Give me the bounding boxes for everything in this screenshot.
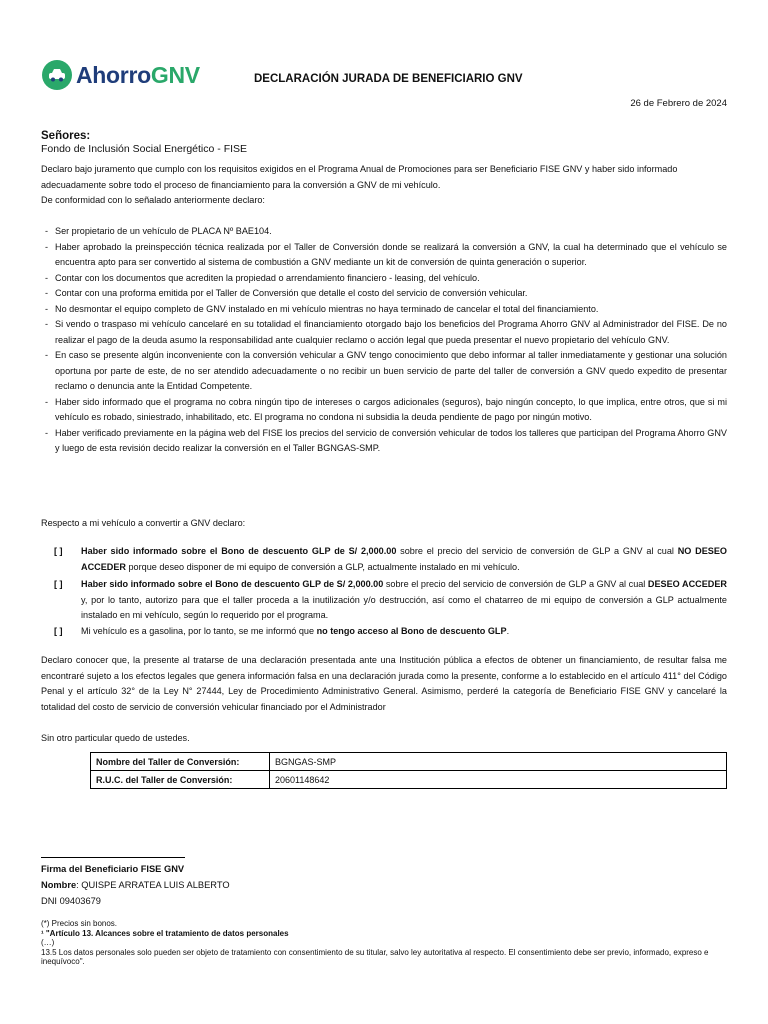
legal-declaration: Declaro conocer que, la presente al tratarse de una declaración presentada ante una Institución pública a efectos de obtener un financiamiento, de resultar falsa me encontraré sujeto a los efectos legales que genera información falsa en una declaración jurada como la presente, conforme a lo establecido en el artículo 411° del Código Penal y el artículo 32° de la Ley N° 27444, Ley de Procedimiento Administrativo General. Asimismo, perderé la categoría de Beneficiario FISE GNV y cancelaré la totalidad del costo de servicio de conversión vehicular financiado por el Administrador — [41, 655, 727, 712]
requirement-item: - Haber aprobado la preinspección técnica realizada por el Taller de Conversión donde se realizará la conversión a GNV, la cual ha determinado que el vehículo se encuentra apto para ser convertido al sistema de combustión a GNV mediante un kit de conversión de quinta generación o superior. — [41, 240, 727, 271]
requirement-item: - En caso se presente algún inconveniente con la conversión vehicular a GNV tengo conocimiento que debo informar al taller inmediatamente y gestionar una solución oportuna por parte de este, de no ser atendido adecuadamente o no recibir un buen servicio de parte del taller de conversión a GNV quedo expedito de presentar reclamo o denuncia ante la Entidad Competente. — [41, 348, 727, 395]
option-deseo-acceder — [54, 577, 727, 624]
workshop-ruc-label: R.U.C. del Taller de Conversión: — [91, 771, 270, 789]
footnote-article-title: ¹ "Artículo 13. Alcances sobre el tratamiento de datos personales — [41, 928, 289, 938]
option-text — [81, 577, 727, 624]
logo-text — [76, 62, 200, 89]
requirement-item: - Haber verificado previamente en la página web del FISE los precios del servicio de conversión vehicular de todos los talleres que participan del Programa Ahorro GNV y luego de esta revisión decido realizar la conversión en el Taller BGNGAS-SMP. — [41, 426, 727, 457]
beneficiary-dni: DNI 09403679 — [41, 896, 101, 906]
option-body-text: y, por lo tanto, autorizo para que el taller proceda a la inutilización y/o destrucción, así como el chatarreo de mi equipo de conversión a GLP actualmente instalado en mi vehículo, según lo requerido por el programa. — [81, 594, 727, 620]
signature-line — [41, 857, 185, 858]
option-text — [81, 624, 727, 640]
addressee: Fondo de Inclusión Social Energético - FISE — [41, 143, 248, 155]
document-date: 26 de Febrero de 2024 — [630, 98, 727, 109]
footnotes — [41, 919, 731, 967]
option-bold-text: no tengo acceso al Bono de descuento GLP — [316, 626, 507, 636]
table-row — [91, 753, 727, 771]
footnote-text: 13.5 Los datos personales solo pueden ser objeto de tratamiento con consentimiento de su titular, salvo ley autoritativa al respecto. El consentimiento debe ser previo, informado, expreso e inequívoco". — [41, 947, 709, 967]
workshop-ruc-value: 20601148642 — [270, 771, 727, 789]
option-body-text: Mi vehículo es a gasolina, por lo tanto, se me informó que — [81, 626, 317, 636]
option-text — [81, 544, 727, 575]
intro-paragraph — [41, 162, 727, 209]
requirements-list — [41, 224, 727, 457]
closing-text: Sin otro particular quedo de ustedes. — [41, 733, 190, 743]
requirement-item: - No desmontar el equipo completo de GNV instalado en mi vehículo mientras no haya terminado de cancelar el total del financiamiento. — [41, 302, 727, 318]
option-body-text: sobre el precio del servicio de conversión de GLP a GNV al cual — [396, 546, 678, 556]
car-icon — [42, 60, 72, 90]
option-gasolina — [54, 624, 727, 640]
workshop-name-value: BGNGAS-SMP — [270, 753, 727, 771]
greeting: Señores: — [41, 130, 91, 142]
requirement-item: - Haber sido informado que el programa no cobra ningún tipo de intereses o cargos adicionales (seguros), bajo ningún concepto, lo que implica, entre otros, que si mi vehículo es robado, siniestrado, inhabilitado, etc. El programa no condona ni subsidia la deuda pendiente de pago por ningún motivo. — [41, 395, 727, 426]
beneficiary-name — [41, 880, 230, 890]
option-body-text: . — [506, 626, 510, 636]
option-no-deseo-acceder — [54, 544, 727, 575]
table-row — [91, 771, 727, 789]
beneficiary-name-value: : QUISPE ARRATEA LUIS ALBERTO — [76, 880, 230, 890]
option-checkbox[interactable]: [ ] — [54, 546, 63, 556]
requirement-item: - Contar con una proforma emitida por el Taller de Conversión que detalle el costo del servicio de conversión vehicular. — [41, 286, 727, 302]
requirement-item: - Si vendo o traspaso mi vehículo cancelaré en su totalidad el financiamiento otorgado bajo los beneficios del Programa Ahorro GNV al Administrador del FISE. De no realizar el pago de la deuda asumo la responsabilidad ante cualquier reclamo o acción legal que pueda presentar el nuevo propietario del vehículo GNV. — [41, 317, 727, 348]
footnote-prices: (*) Precios sin bonos. — [41, 919, 118, 928]
footnote-ellipsis: (…) — [41, 938, 55, 948]
intro-text: Declaro bajo juramento que cumplo con los requisitos exigidos en el Programa Anual de Promociones para ser Beneficiario FISE GNV y haber sido informado adecuadamente sobre todo el proceso de financiamiento para la conversión a GNV de mi vehículo. — [41, 164, 678, 190]
requirement-item: - Contar con los documentos que acrediten la propiedad o arrendamiento financiero - leasing, del vehículo. — [41, 271, 727, 287]
option-bold-text: DESEO ACCEDER — [647, 579, 727, 589]
option-bold-text: Haber sido informado sobre el Bono de descuento GLP de S/ 2,000.00 — [81, 546, 397, 556]
option-checkbox[interactable]: [ ] — [54, 626, 63, 636]
document-title: DECLARACIÓN JURADA DE BENEFICIARIO GNV — [254, 73, 523, 85]
vehicle-intro: Respecto a mi vehículo a convertir a GNV declaro: — [41, 518, 246, 528]
option-checkbox[interactable]: [ ] — [54, 579, 63, 589]
option-bold-text: Haber sido informado sobre el Bono de descuento GLP de S/ 2,000.00 — [81, 579, 384, 589]
signature-title: Firma del Beneficiario FISE GNV — [41, 864, 185, 874]
logo-text-ahorro: Ahorro — [76, 61, 151, 88]
option-body-text: sobre el precio del servicio de conversión de GLP a GNV al cual — [383, 579, 648, 589]
workshop-table — [90, 752, 727, 789]
option-body-text: porque deseo disponer de mi equipo de conversión a GLP, actualmente instalado en mi vehículo. — [125, 561, 520, 572]
option-bold-text: NO DESEO ACCEDER — [81, 546, 727, 572]
requirement-item: - Ser propietario de un vehículo de PLACA Nº BAE104. — [41, 224, 727, 240]
logo-text-gnv: GNV — [150, 61, 200, 88]
ahorro-gnv-logo — [42, 58, 212, 92]
intro-conformity-text: De conformidad con lo señalado anteriormente declaro: — [41, 195, 265, 205]
workshop-name-label: Nombre del Taller de Conversión: — [91, 753, 270, 771]
beneficiary-name-label: Nombre — [41, 880, 77, 890]
